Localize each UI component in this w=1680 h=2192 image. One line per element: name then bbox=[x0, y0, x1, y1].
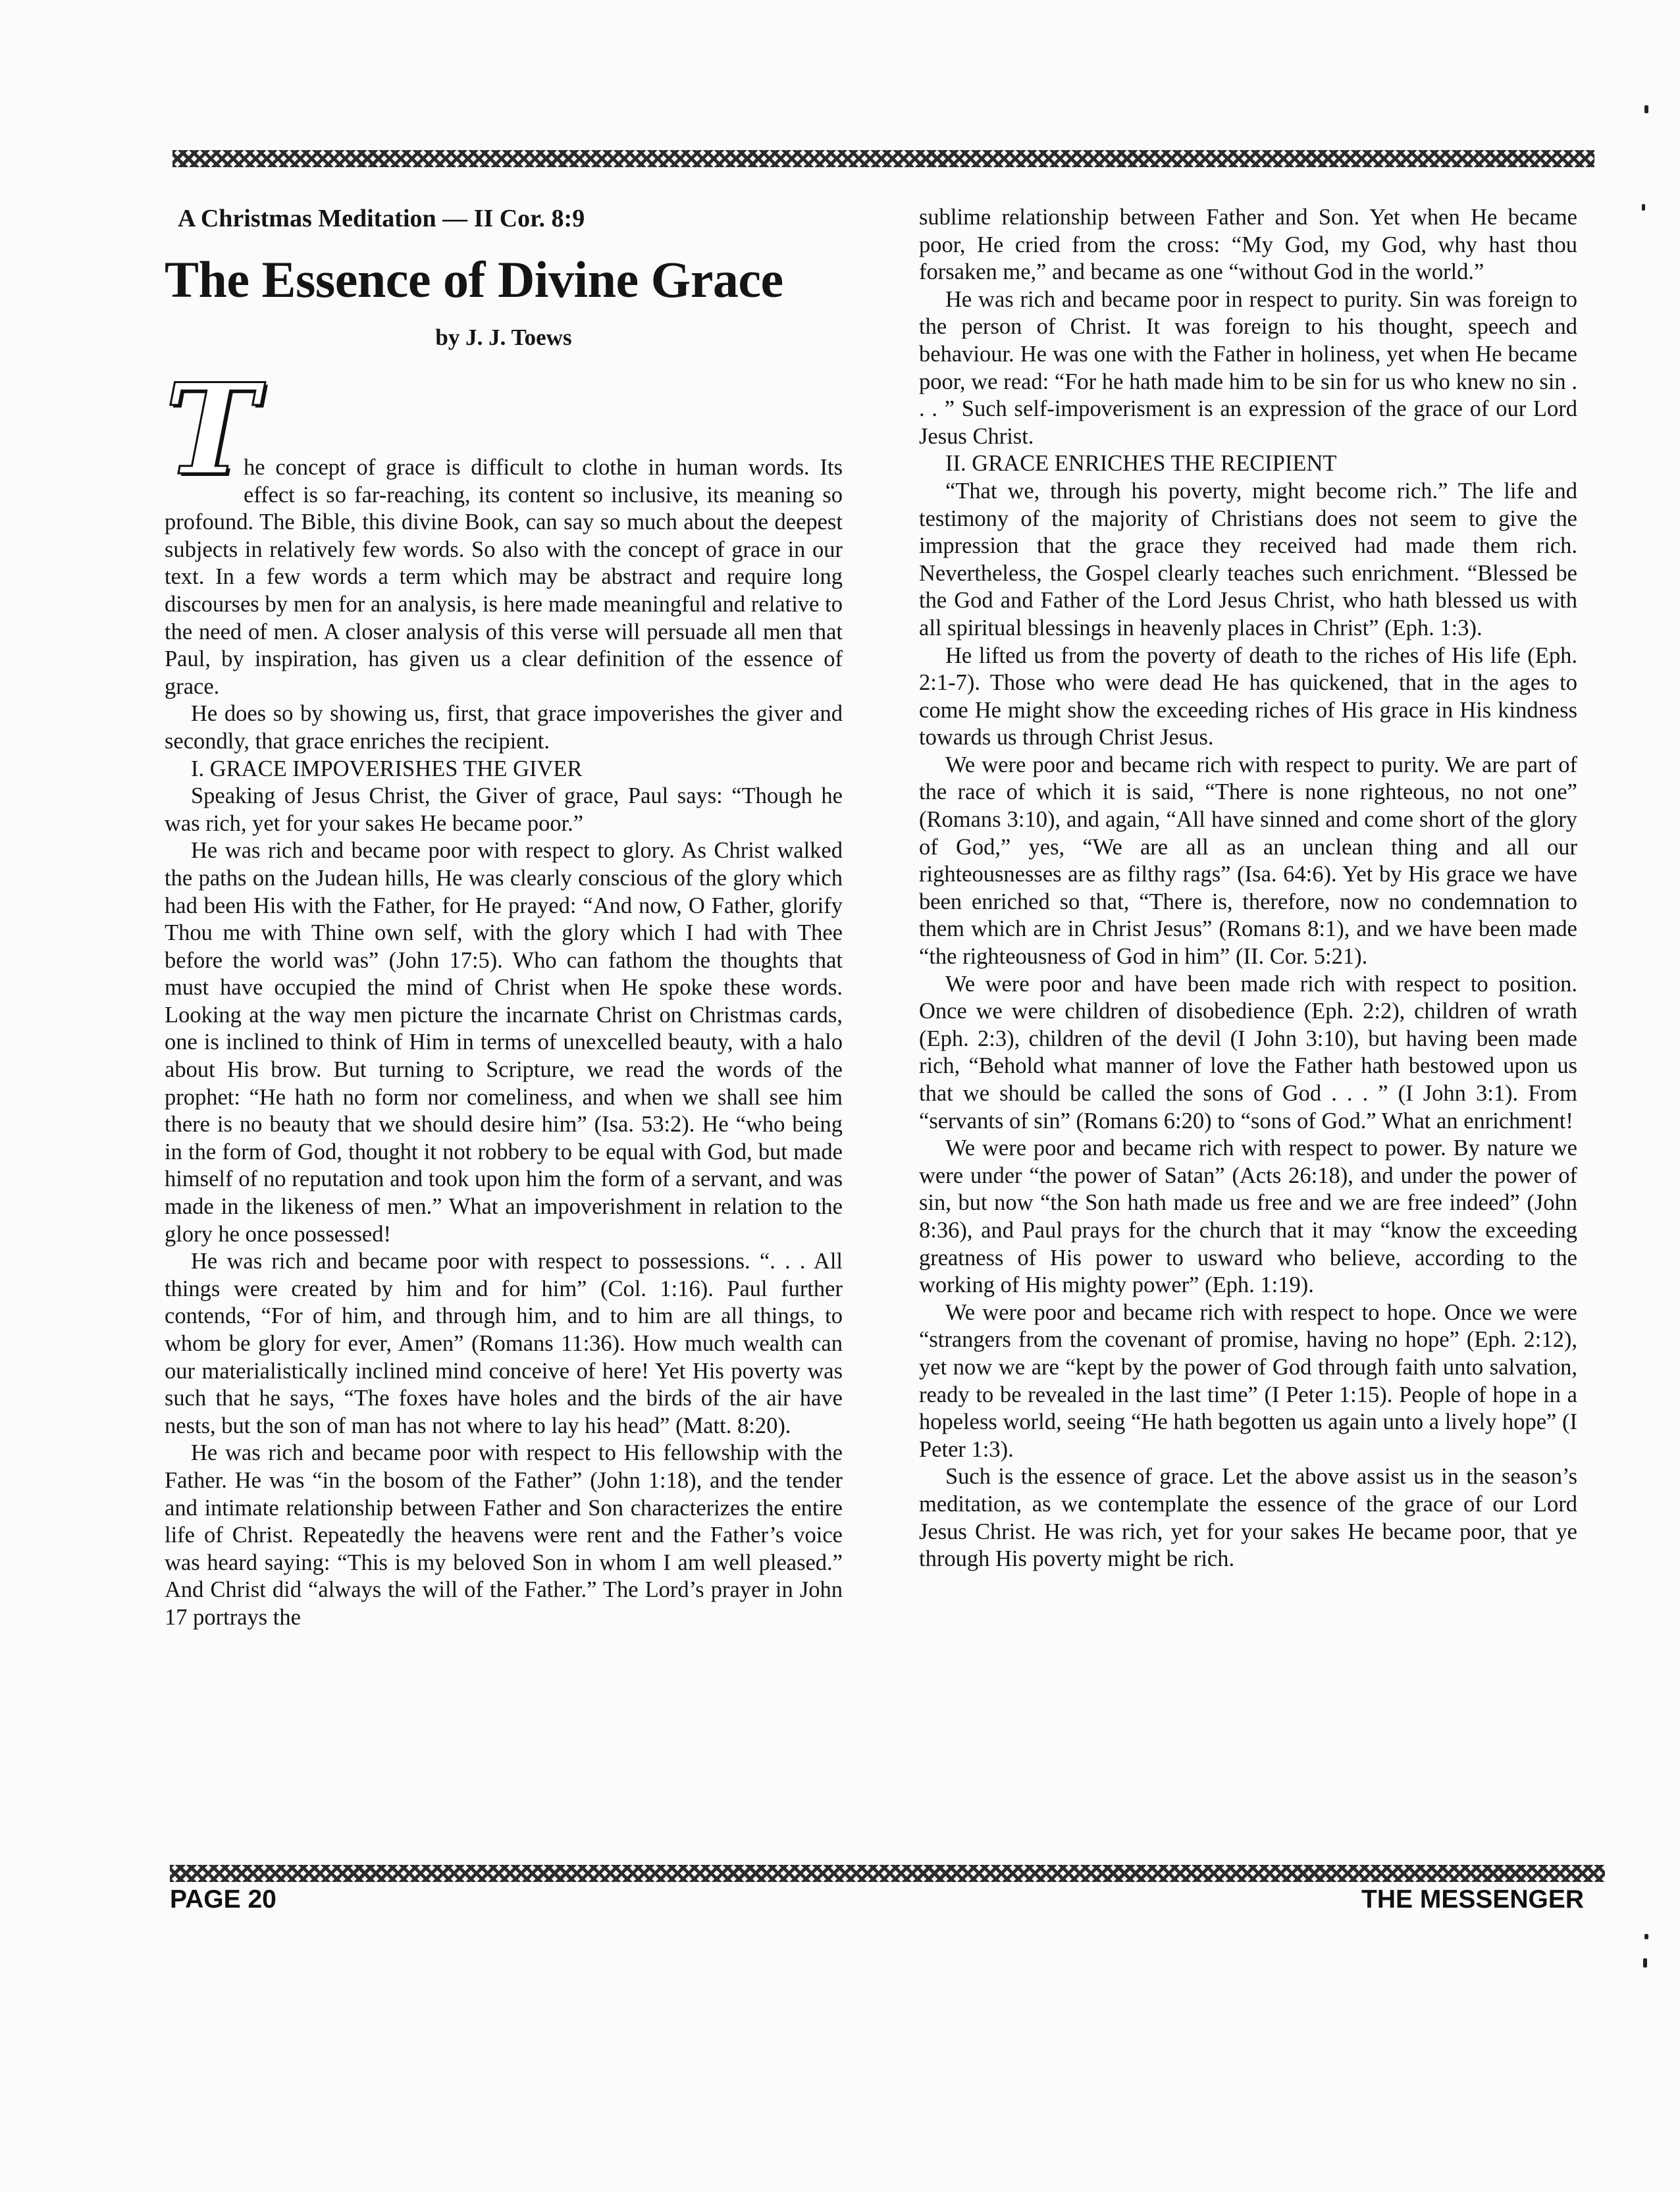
right-paragraph-5: We were poor and became rich with respect to purity. We are part of the race of which it is said, “There is none righteous, no not one” (Romans 3:10), and again, “All have sinned and come short of the glory of God,” yes, “We are all as an unclean thing and all our righteousnesses are as filthy rags” (Isa. 64:6). Yet by His grace we have been enriched so that, “There is, therefore, now no condemnation to them which are in Christ Jesus” (Romans 8:1), and we have been made “the righteousness of God in him” (II. Cor. 5:21). bbox=[919, 752, 1577, 970]
bottom-ornamental-border bbox=[170, 1865, 1605, 1882]
drop-cap-letter: T bbox=[165, 356, 258, 503]
publication-name: THE MESSENGER bbox=[1361, 1885, 1585, 1914]
scan-speck bbox=[1644, 1934, 1648, 1939]
top-ornamental-border bbox=[172, 150, 1594, 167]
right-paragraph-3: “That we, through his poverty, might become rich.” The life and testimony of the majority of Christians does not seem to give the impression that the grace they received had made them rich. Nevertheless, the Gospel clearly teaches such enrichment. “Blessed be the God and Father of the Lord Jesus Christ, who hath blessed us with all spiritual blessings in heavenly places in Christ” (Eph. 1:3). bbox=[919, 478, 1577, 640]
section-heading-2: II. GRACE ENRICHES THE RECIPIENT bbox=[945, 451, 1337, 477]
left-column bbox=[165, 204, 843, 1863]
right-paragraph-2: He was rich and became poor in respect to purity. Sin was foreign to the person of Christ. It was foreign to his thought, speech and behaviour. He was one with the Father in holiness, yet when He became poor, we read: “For he hath made him to be sin for us who knew no sin . . . ” Such self-impoverisment is an expression of the grace of our Lord Jesus Christ. bbox=[919, 286, 1577, 449]
article-byline: by J. J. Toews bbox=[435, 325, 572, 350]
right-paragraph-4: He lifted us from the poverty of death to the riches of His life (Eph. 2:1-7). Those who were dead He has quickened, that in the ages to come He might show the exceeding riches of His grace in His kindness towards us through Christ Jesus. bbox=[919, 642, 1577, 750]
left-paragraph-5: He was rich and became poor with respect to possessions. “. . . All things were created by him and for him” (Col. 1:16). Paul further contends, “For of him, and through him, and to him are all things, to whom be glory for ever, Amen” (Romans 11:36). How much wealth can our materialistically inclined mind conceive of here! Yet His poverty was such that he says, “The foxes have holes and the birds of the air have nests, but the son of man has not where to lay his head” (Matt. 8:20). bbox=[165, 1249, 843, 1438]
scan-speck bbox=[1644, 105, 1648, 113]
left-paragraph-1: he concept of grace is difficult to clothe in human words. Its effect is so far-reaching, its content so inclusive, its meaning so profound. The Bible, this divine Book, can say so much about the deepest subjects in relatively few words. So also with the concept of grace in our text. In a few words a term which may be abstract and require long discourses by men for an analysis, is here made meaningful and relative to the need of men. A closer analysis of this verse will persuade all men that Paul, by inspiration, has given us a clear definition of the essence of grace. bbox=[165, 455, 843, 699]
right-paragraph-6: We were poor and have been made rich with respect to position. Once we were children of disobedience (Eph. 2:2), children of wrath (Eph. 2:3), children of the devil (I John 3:10), but having been made rich, “Behold what manner of love the Father hath bestowed upon us that we should be called the sons of God . . . ” (I John 3:1). From “servants of sin” (Romans 6:20) to “sons of God.” What an enrichment! bbox=[919, 971, 1577, 1134]
left-paragraph-2: He does so by showing us, first, that grace impoverishes the giver and secondly, that grace enriches the recipient. bbox=[165, 701, 843, 754]
section-heading-1: I. GRACE IMPOVERISHES THE GIVER bbox=[191, 756, 583, 781]
left-paragraph-4: He was rich and became poor with respect to glory. As Christ walked the paths on the Judean hills, He was clearly conscious of the glory which had been His with the Father, for He prayed: “And now, O Father, glorify Thou me with Thine own self, with the glory which I had with Thee before the world was” (John 17:5). Who can fathom the thoughts that must have occupied the mind of Christ when He spoke these words. Looking at the way men picture the incarnate Christ on Christmas cards, one is inclined to think of Him in terms of unexcelled beauty, with a halo about His brow. But turning to Scripture, we read the words of the prophet: “He hath no form nor comeliness, and when we shall see him there is no beauty that we should desire him” (Isa. 53:2). He “who being in the form of God, thought it not robbery to be equal with God, but made himself of no reputation and took upon him the form of a servant, and was made in the likeness of men.” What an impoverishment in relation to the glory he once possessed! bbox=[165, 838, 843, 1247]
scan-speck bbox=[1643, 1958, 1647, 1968]
left-paragraph-6: He was rich and became poor with respect to His fellowship with the Father. He was “in the bosom of the Father” (John 1:18), and the tender and intimate relationship between Father and Son characterizes the entire life of Christ. Repeatedly the heavens were rent and the Father’s voice was heard saying: “This is my beloved Son in whom I am well pleased.” And Christ did “always the will of the Father.” The Lord’s prayer in John 17 portrays the bbox=[165, 1440, 843, 1630]
article-kicker: A Christmas Meditation — II Cor. 8:9 bbox=[178, 205, 585, 232]
right-paragraph-1: sublime relationship between Father and Son. Yet when He became poor, He cried from the cross: “My God, my God, why hast thou forsaken me,” and became as one “without God in the world.” bbox=[919, 205, 1577, 285]
scan-speck bbox=[1642, 204, 1645, 211]
right-paragraph-7: We were poor and became rich with respect to power. By nature we were under “the power of Satan” (Acts 26:18), and under the power of sin, but now “the Son hath made us free and we are free indeed” (John 8:36), and Paul prays for the church that it may “know the exceeding greatness of His power to usward who believe, according to the working of His mighty power” (Eph. 1:19). bbox=[919, 1135, 1577, 1298]
right-column bbox=[919, 204, 1577, 1863]
left-paragraph-3: Speaking of Jesus Christ, the Giver of grace, Paul says: “Though he was rich, yet for your sakes He became poor.” bbox=[165, 783, 843, 836]
article-title: The Essence of Divine Grace bbox=[165, 251, 783, 308]
page-number: PAGE 20 bbox=[170, 1885, 276, 1914]
right-paragraph-9: Such is the essence of grace. Let the above assist us in the season’s meditation, as we contemplate the essence of the grace of our Lord Jesus Christ. He was rich, yet for your sakes He became poor, that ye through His poverty might be rich. bbox=[919, 1464, 1577, 1572]
right-paragraph-8: We were poor and became rich with respect to hope. Once we were “strangers from the covenant of promise, having no hope” (Eph. 2:12), yet now we are “kept by the power of God through faith unto salvation, ready to be revealed in the last time” (I Peter 1:15). People of hope in a hopeless world, seeing “He hath begotten us again unto a lively hope” (I Peter 1:3). bbox=[919, 1299, 1577, 1462]
